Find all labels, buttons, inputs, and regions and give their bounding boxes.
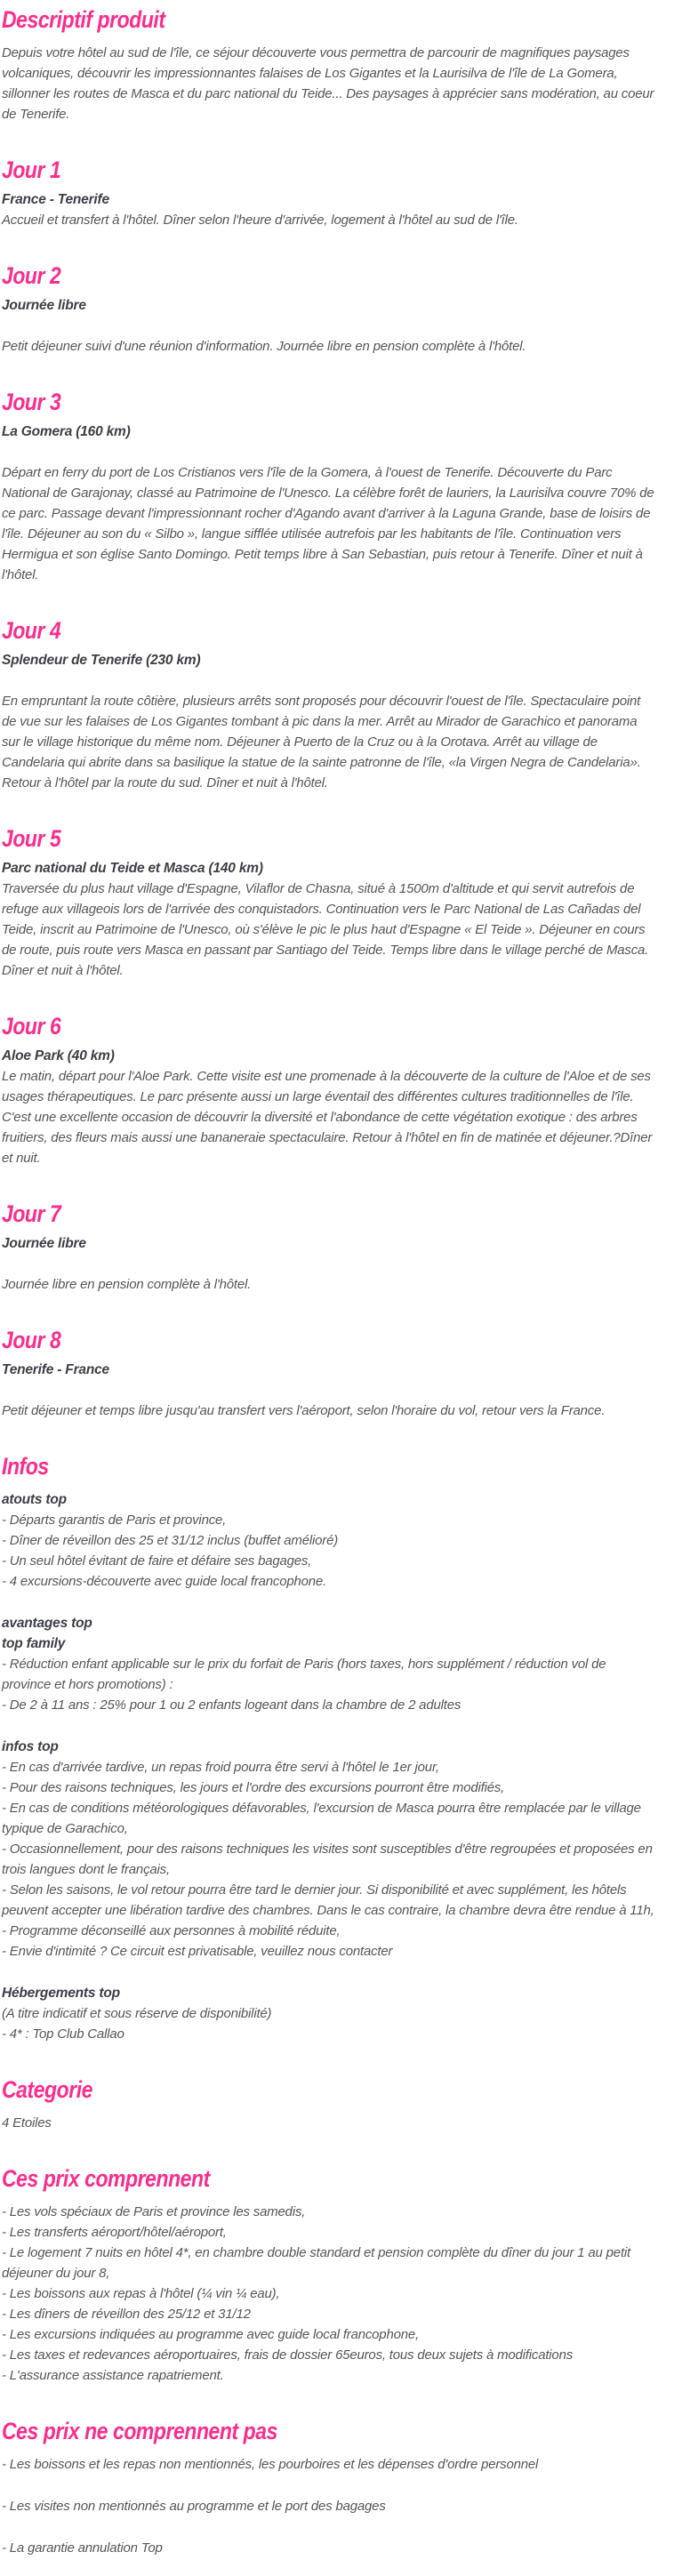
day-paragraph: Journée libre en pension complète à l'hôtel. <box>2 1277 252 1292</box>
info-line: - En cas d'arrivée tardive, un repas froid pourra être servi à l'hôtel le 1er jour, <box>2 1760 439 1775</box>
price-item: - L'assurance assistance rapatriement. <box>2 2368 224 2383</box>
section-title-categorie: Categorie <box>2 2076 93 2103</box>
info-line: - 4 excursions-découverte avec guide local francophone. <box>2 1574 327 1589</box>
info-line: - Réduction enfant applicable sur le prix du forfait de Paris (hors taxes, hors supplément / réduction vol de province et hors promotions) : <box>2 1657 606 1692</box>
prix-comprennent-list <box>2 2202 656 2386</box>
day-title: Jour 3 <box>2 389 61 415</box>
info-line: - En cas de conditions météorologiques défavorables, l'excursion de Masca pourra être remplacée par le village typique de Garachico, <box>2 1801 641 1836</box>
day-section-8 <box>2 1328 656 1421</box>
info-line: - Occasionnellement, pour des raisons techniques les visites sont susceptibles d'être regroupées et proposées en trois langues dont le français, <box>2 1842 653 1877</box>
price-item: - Les boissons aux repas à l'hôtel (¼ vin ¼ eau), <box>2 2286 280 2301</box>
info-group-heading: atouts top <box>2 1492 67 1507</box>
day-section-5 <box>2 827 656 981</box>
infos-section <box>2 1455 656 2044</box>
info-group-avantages <box>2 1613 656 1715</box>
day-subtitle: France - Tenerife <box>2 192 109 207</box>
day-title: Jour 1 <box>2 156 61 183</box>
product-description-section <box>2 8 656 124</box>
day-title: Jour 6 <box>2 1013 61 1039</box>
prix-ne-comprennent-pas-section <box>2 2420 656 2558</box>
info-group-heading: Hébergements top <box>2 1986 120 2001</box>
day-subtitle: Tenerife - France <box>2 1362 109 1377</box>
day-section-2 <box>2 264 656 357</box>
info-line: - Départs garantis de Paris et province, <box>2 1513 227 1528</box>
day-paragraph: Départ en ferry du port de Los Cristianos vers l'île de la Gomera, à l'ouest de Tenerife. Découverte du Parc National de Garajonay, classé au Patrimoine de l'Unesco. La célèbre forêt de lauriers, la Laurisilva couvre 70% de ce parc. Passage devant l'impressionnant rocher d'Agando avant d'arriver à la Laguna Grande, base de loisirs de l'île. Déjeuner au son du « Silbo », langue sifflée utilisée autrefois par les habitants de l'île. Continuation vers Hermigua et son église Santo Domingo. Petit temps libre à San Sebastian, puis retour à Tenerife. Dîner et nuit à l'hôtel. <box>2 465 654 582</box>
info-line: - Dîner de réveillon des 25 et 31/12 inclus (buffet amélioré) <box>2 1533 339 1548</box>
day-title: Jour 5 <box>2 825 61 852</box>
section-title-prix-ne-comprennent-pas: Ces prix ne comprennent pas <box>2 2418 277 2444</box>
prix-comprennent-section <box>2 2167 656 2386</box>
day-section-1 <box>2 158 656 230</box>
info-line: - Pour des raisons techniques, les jours et l'ordre des excursions pourront être modifiés, <box>2 1780 505 1795</box>
section-title-infos: Infos <box>2 1453 49 1480</box>
day-section-7 <box>2 1202 656 1295</box>
info-line: - Envie d'intimité ? Ce circuit est privatisable, veuillez nous contacter <box>2 1944 393 1959</box>
price-item: - Le logement 7 nuits en hôtel 4*, en chambre double standard et pension complète du dîner du jour 1 au petit déjeuner du jour 8, <box>2 2245 631 2281</box>
day-subtitle: Parc national du Teide et Masca (140 km) <box>2 861 263 876</box>
day-section-3 <box>2 390 656 585</box>
day-subtitle: Journée libre <box>2 298 86 313</box>
info-line: - 4* : Top Club Callao <box>2 2026 124 2042</box>
info-group-hebergements <box>2 1983 656 2044</box>
section-title-descriptif: Descriptif produit <box>2 6 165 33</box>
day-section-4 <box>2 619 656 793</box>
day-title: Jour 2 <box>2 262 61 289</box>
day-paragraph: Accueil et transfert à l'hôtel. Dîner selon l'heure d'arrivée, logement à l'hôtel au sud de l'île. <box>2 213 518 228</box>
info-group-heading: infos top <box>2 1739 59 1754</box>
day-title: Jour 7 <box>2 1200 61 1227</box>
day-subtitle: Aloe Park (40 km) <box>2 1048 115 1063</box>
info-line: - Un seul hôtel évitant de faire et défaire ses bagages, <box>2 1553 312 1569</box>
price-item: - Les transferts aéroport/hôtel/aéroport, <box>2 2225 227 2240</box>
day-paragraph: En empruntant la route côtière, plusieurs arrêts sont proposés pour découvrir l'ouest de l'île. Spectaculaire point de vue sur les falaises de Los Gigantes tombant à pic dans la mer. Arrêt au Mirador de Garachico et panorama sur le village historique du même nom. Déjeuner à Puerto de la Cruz ou à la Orotava. Arrêt au village de Candelaria qui abrite dans sa basilique la statue de la sainte patronne de l'île, «la Virgen Negra de Candelaria». Retour à l'hôtel par la route du sud. Dîner et nuit à l'hôtel. <box>2 694 641 790</box>
info-group-infos-top <box>2 1737 656 1962</box>
price-item: - Les excursions indiquées au programme avec guide local francophone, <box>2 2327 419 2342</box>
price-excluded-item: - Les visites non mentionnés au programme et le port des bagages <box>2 2499 386 2514</box>
info-group-heading: avantages top <box>2 1616 92 1631</box>
day-title: Jour 8 <box>2 1327 61 1353</box>
day-title: Jour 4 <box>2 617 61 644</box>
day-subtitle: Splendeur de Tenerife (230 km) <box>2 653 201 668</box>
price-excluded-item: - La garantie annulation Top <box>2 2540 163 2556</box>
info-group-subheading: top family <box>2 1636 66 1651</box>
price-item: - Les taxes et redevances aéroportuaires, frais de dossier 65euros, tous deux sujets à modifications <box>2 2347 574 2363</box>
price-excluded-item: - Les boissons et les repas non mentionnés, les pourboires et les dépenses d'ordre personnel <box>2 2457 539 2472</box>
day-paragraph: Petit déjeuner suivi d'une réunion d'information. Journée libre en pension complète à l'hôtel. <box>2 339 526 354</box>
intro-paragraph: Depuis votre hôtel au sud de l'île, ce séjour découverte vous permettra de parcourir de magnifiques paysages volcaniques, découvrir les impressionnantes falaises de Los Gigantes et la Laurisilva de l'île de La Gomera, sillonner les routes de Masca et du parc national du Teide... Des paysages à apprécier sans modération, au coeur de Tenerife. <box>2 45 654 122</box>
day-paragraph: Le matin, départ pour l'Aloe Park. Cette visite est une promenade à la découverte de la culture de l'Aloe et de ses usages thérapeutiques. Le parc présente aussi un large éventail des différentes cultures traditionnelles de l'île. C'est une excellente occasion de découvrir la diversité et l'abondance de cette végétation exotique : des arbres fruitiers, des fleurs mais aussi une bananeraie spectaculaire. Retour à l'hôtel en fin de matinée et déjeuner.?Dîner et nuit. <box>2 1069 653 1166</box>
prix-ne-comprennent-pas-list <box>2 2454 656 2558</box>
day-subtitle: La Gomera (160 km) <box>2 424 131 439</box>
day-paragraph: Petit déjeuner et temps libre jusqu'au transfert vers l'aéroport, selon l'horaire du vol, retour vers la France. <box>2 1403 606 1418</box>
price-item: - Les vols spéciaux de Paris et province les samedis, <box>2 2204 306 2219</box>
info-line: - Selon les saisons, le vol retour pourra être tard le dernier jour. Si disponibilité et avec supplément, les hôtels peuvent accepter une libération tardive des chambres. Dans le cas contraire, la chambre devra être rendue à 11h, <box>2 1882 654 1918</box>
categorie-value: 4 Etoiles <box>2 2115 52 2131</box>
info-line: - De 2 à 11 ans : 25% pour 1 ou 2 enfants logeant dans la chambre de 2 adultes <box>2 1697 461 1713</box>
day-section-6 <box>2 1015 656 1168</box>
categorie-section <box>2 2078 656 2133</box>
info-group-atouts <box>2 1489 656 1592</box>
price-item: - Les dîners de réveillon des 25/12 et 31/12 <box>2 2307 251 2322</box>
section-title-prix-comprennent: Ces prix comprennent <box>2 2165 210 2192</box>
info-line: - Programme déconseillé aux personnes à mobilité réduite, <box>2 1923 341 1938</box>
info-line: (A titre indicatif et sous réserve de disponibilité) <box>2 2006 272 2021</box>
day-subtitle: Journée libre <box>2 1236 86 1251</box>
day-paragraph: Traversée du plus haut village d'Espagne, Vilaflor de Chasna, situé à 1500m d'altitude et qui servit autrefois de refuge aux villageois lors de l'arrivée des conquistadors. Continuation vers le Parc National de Las Cañadas del Teide, inscrit au Patrimoine de l'Unesco, où s'élève le pic le plus haut d'Espagne « El Teide ». Déjeuner en cours de route, puis route vers Masca en passant par Santiago del Teide. Temps libre dans le village perché de Masca. Dîner et nuit à l'hôtel. <box>2 881 649 978</box>
